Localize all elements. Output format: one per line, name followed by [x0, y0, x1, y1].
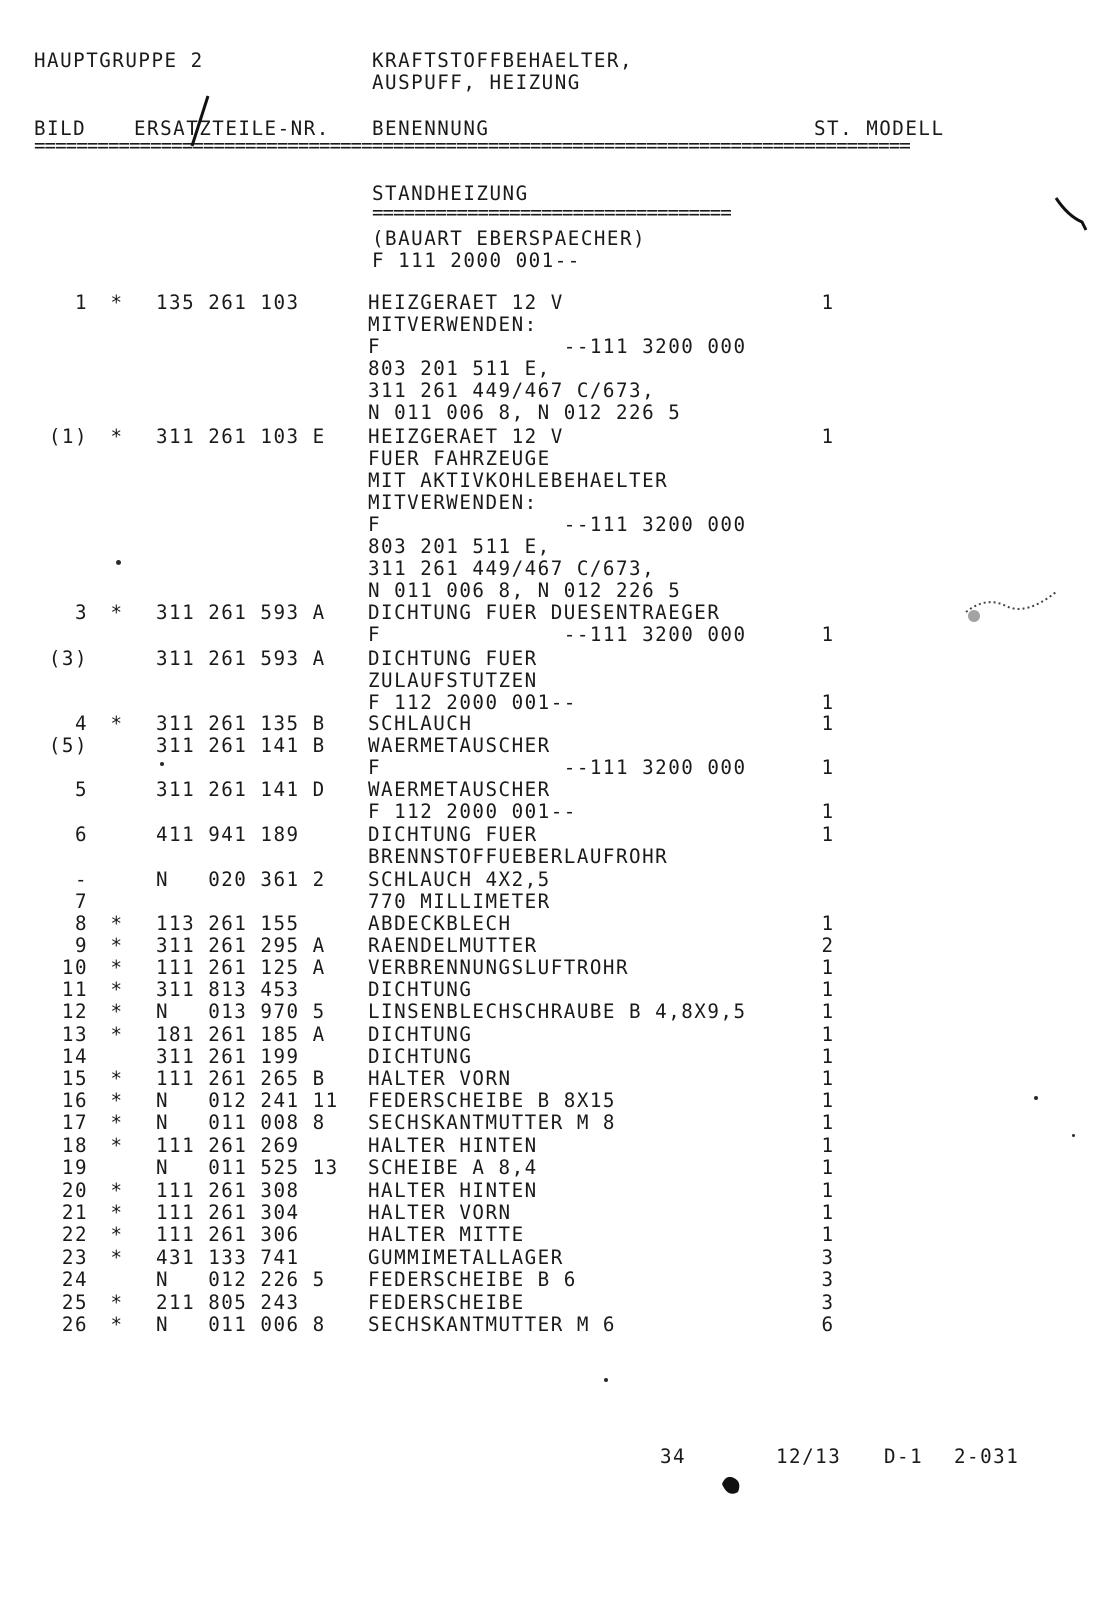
- item-marker: *: [110, 1246, 124, 1269]
- item-quantity: 1: [821, 1045, 835, 1068]
- item-marker: *: [110, 1313, 124, 1336]
- item-description-line: 803 201 511 E,: [368, 535, 551, 558]
- item-description-line: ABDECKBLECH: [368, 912, 512, 935]
- item-figure-ref: 14: [61, 1045, 88, 1068]
- item-description-line: HALTER VORN: [368, 1201, 512, 1224]
- item-quantity: 1: [821, 1134, 835, 1157]
- item-part-number: N 020 361 2: [156, 868, 326, 891]
- header-divider: ===================================================================================: [34, 140, 910, 152]
- item-marker: *: [110, 425, 124, 448]
- edge-mark: [1054, 196, 1094, 236]
- column-header-part-no: ERSATZTEILE-NR.: [134, 117, 330, 140]
- item-figure-ref: 8: [74, 912, 88, 935]
- item-quantity: 1: [821, 1067, 835, 1090]
- item-marker: *: [110, 934, 124, 957]
- item-figure-ref: 11: [61, 978, 88, 1001]
- item-quantity: 2: [821, 934, 835, 957]
- item-figure-ref: 21: [61, 1201, 88, 1224]
- item-figure-ref: 13: [61, 1023, 88, 1046]
- item-marker: *: [110, 1023, 124, 1046]
- item-figure-ref: (3): [48, 647, 88, 670]
- item-quantity: 1: [821, 1223, 835, 1246]
- footer-page: 34: [660, 1445, 687, 1468]
- ink-blot: [716, 1470, 746, 1500]
- speck: [1072, 1134, 1075, 1137]
- section-divider: ==================================: [372, 207, 731, 219]
- item-part-number: N 012 226 5: [156, 1268, 326, 1291]
- item-quantity: 1: [821, 956, 835, 979]
- column-header-qty-model: ST. MODELL: [814, 117, 945, 140]
- item-description-line: WAERMETAUSCHER: [368, 734, 551, 757]
- item-description-line: MITVERWENDEN:: [368, 313, 538, 336]
- item-figure-ref: 24: [61, 1268, 88, 1291]
- item-figure-ref: 26: [61, 1313, 88, 1336]
- column-header-bild: BILD: [34, 117, 87, 140]
- item-figure-ref: 18: [61, 1134, 88, 1157]
- item-description-line: F 112 2000 001--: [368, 800, 577, 823]
- item-part-number: 111 261 306: [156, 1223, 300, 1246]
- item-figure-ref: 6: [74, 823, 88, 846]
- item-part-number: 111 261 269: [156, 1134, 300, 1157]
- item-quantity: 1: [821, 712, 835, 735]
- item-marker: *: [110, 1201, 124, 1224]
- item-description-line: SECHSKANTMUTTER M 8: [368, 1111, 616, 1134]
- item-figure-ref: 7: [74, 890, 88, 913]
- item-quantity: 3: [821, 1291, 835, 1314]
- item-part-number: 311 261 141 D: [156, 778, 326, 801]
- item-quantity: 1: [821, 1089, 835, 1112]
- section-subtitle: (BAUART EBERSPAECHER): [372, 227, 647, 250]
- item-figure-ref: 17: [61, 1111, 88, 1134]
- item-part-number: 311 813 453: [156, 978, 300, 1001]
- item-part-number: 311 261 593 A: [156, 601, 326, 624]
- item-description-line: MITVERWENDEN:: [368, 491, 538, 514]
- item-quantity: 6: [821, 1313, 835, 1336]
- item-part-number: 111 261 308: [156, 1179, 300, 1202]
- item-quantity: 1: [821, 1000, 835, 1023]
- item-figure-ref: 23: [61, 1246, 88, 1269]
- item-part-number: 111 261 125 A: [156, 956, 326, 979]
- item-quantity: 1: [821, 800, 835, 823]
- item-marker: *: [110, 912, 124, 935]
- item-quantity: 1: [821, 756, 835, 779]
- item-part-number: 311 261 593 A: [156, 647, 326, 670]
- item-description-line: LINSENBLECHSCHRAUBE B 4,8X9,5: [368, 1000, 747, 1023]
- item-figure-ref: 22: [61, 1223, 88, 1246]
- item-description-line: VERBRENNUNGSLUFTROHR: [368, 956, 630, 979]
- speck: [604, 1378, 608, 1382]
- item-part-number: 311 261 103 E: [156, 425, 326, 448]
- item-figure-ref: 12: [61, 1000, 88, 1023]
- item-part-number: N 011 006 8: [156, 1313, 326, 1336]
- footer-code: D-1: [884, 1445, 924, 1468]
- item-description-line: FEDERSCHEIBE: [368, 1291, 525, 1314]
- item-description-line: SCHLAUCH: [368, 712, 473, 735]
- item-description-line: F --111 3200 000: [368, 756, 747, 779]
- item-description-line: WAERMETAUSCHER: [368, 778, 551, 801]
- item-marker: *: [110, 1067, 124, 1090]
- item-quantity: 3: [821, 1268, 835, 1291]
- item-description-line: RAENDELMUTTER: [368, 934, 538, 957]
- item-description-line: N 011 006 8, N 012 226 5: [368, 401, 682, 424]
- item-quantity: 1: [821, 691, 835, 714]
- item-figure-ref: (5): [48, 734, 88, 757]
- item-part-number: N 011 525 13: [156, 1156, 339, 1179]
- item-marker: *: [110, 956, 124, 979]
- item-quantity: 1: [821, 291, 835, 314]
- item-description-line: HEIZGERAET 12 V: [368, 425, 564, 448]
- item-part-number: 431 133 741: [156, 1246, 300, 1269]
- item-description-line: FEDERSCHEIBE B 8X15: [368, 1089, 616, 1112]
- item-description-line: ZULAUFSTUTZEN: [368, 669, 538, 692]
- item-marker: *: [110, 1291, 124, 1314]
- item-description-line: HALTER VORN: [368, 1067, 512, 1090]
- group-title-line-2: AUSPUFF, HEIZUNG: [372, 71, 581, 94]
- item-figure-ref: -: [74, 868, 88, 891]
- item-part-number: 111 261 265 B: [156, 1067, 326, 1090]
- item-marker: *: [110, 1134, 124, 1157]
- item-description-line: 770 MILLIMETER: [368, 890, 551, 913]
- item-description-line: DICHTUNG FUER DUESENTRAEGER: [368, 601, 721, 624]
- item-part-number: 311 261 135 B: [156, 712, 326, 735]
- item-description-line: F --111 3200 000: [368, 335, 747, 358]
- speck: [116, 560, 121, 565]
- item-marker: *: [110, 1179, 124, 1202]
- item-description-line: HALTER HINTEN: [368, 1179, 538, 1202]
- item-part-number: 111 261 304: [156, 1201, 300, 1224]
- item-figure-ref: 19: [61, 1156, 88, 1179]
- column-header-name: BENENNUNG: [372, 117, 490, 140]
- item-part-number: N 013 970 5: [156, 1000, 326, 1023]
- item-description-line: DICHTUNG: [368, 1045, 473, 1068]
- item-description-line: 803 201 511 E,: [368, 357, 551, 380]
- item-description-line: N 011 006 8, N 012 226 5: [368, 579, 682, 602]
- item-description-line: HEIZGERAET 12 V: [368, 291, 564, 314]
- item-description-line: BRENNSTOFFUEBERLAUFROHR: [368, 845, 669, 868]
- item-quantity: 1: [821, 1201, 835, 1224]
- item-marker: *: [110, 712, 124, 735]
- item-description-line: DICHTUNG FUER: [368, 823, 538, 846]
- item-figure-ref: 16: [61, 1089, 88, 1112]
- item-marker: *: [110, 601, 124, 624]
- item-part-number: 311 261 199: [156, 1045, 300, 1068]
- footer-date: 12/13: [776, 1445, 842, 1468]
- item-quantity: 1: [821, 978, 835, 1001]
- item-figure-ref: 25: [61, 1291, 88, 1314]
- item-figure-ref: 1: [74, 291, 88, 314]
- item-figure-ref: 3: [74, 601, 88, 624]
- item-figure-ref: 9: [74, 934, 88, 957]
- item-quantity: 1: [821, 1023, 835, 1046]
- item-marker: *: [110, 1111, 124, 1134]
- speck: [1034, 1096, 1038, 1100]
- item-description-line: F --111 3200 000: [368, 513, 747, 536]
- item-quantity: 3: [821, 1246, 835, 1269]
- item-description-line: F --111 3200 000: [368, 623, 747, 646]
- item-figure-ref: 4: [74, 712, 88, 735]
- item-description-line: SECHSKANTMUTTER M 6: [368, 1313, 616, 1336]
- item-quantity: 1: [821, 1156, 835, 1179]
- item-description-line: GUMMIMETALLAGER: [368, 1246, 564, 1269]
- item-description-line: DICHTUNG: [368, 978, 473, 1001]
- item-part-number: N 011 008 8: [156, 1111, 326, 1134]
- item-description-line: FEDERSCHEIBE B 6: [368, 1268, 577, 1291]
- smudge-mark: [956, 576, 1086, 636]
- item-part-number: 211 805 243: [156, 1291, 300, 1314]
- item-quantity: 1: [821, 1179, 835, 1202]
- item-part-number: 411 941 189: [156, 823, 300, 846]
- item-quantity: 1: [821, 425, 835, 448]
- item-description-line: 311 261 449/467 C/673,: [368, 557, 656, 580]
- item-description-line: HALTER MITTE: [368, 1223, 525, 1246]
- item-description-line: DICHTUNG: [368, 1023, 473, 1046]
- item-part-number: 311 261 141 B: [156, 734, 326, 757]
- item-quantity: 1: [821, 912, 835, 935]
- footer-ref: 2-031: [954, 1445, 1020, 1468]
- item-description-line: HALTER HINTEN: [368, 1134, 538, 1157]
- item-marker: *: [110, 978, 124, 1001]
- item-description-line: SCHEIBE A 8,4: [368, 1156, 538, 1179]
- item-part-number: 311 261 295 A: [156, 934, 326, 957]
- item-part-number: 135 261 103: [156, 291, 300, 314]
- item-marker: *: [110, 1223, 124, 1246]
- group-heading: HAUPTGRUPPE 2: [34, 49, 204, 72]
- item-description-line: SCHLAUCH 4X2,5: [368, 868, 551, 891]
- item-figure-ref: 15: [61, 1067, 88, 1090]
- item-quantity: 1: [821, 823, 835, 846]
- item-marker: *: [110, 1089, 124, 1112]
- item-marker: *: [110, 291, 124, 314]
- item-quantity: 1: [821, 1111, 835, 1134]
- group-title-line-1: KRAFTSTOFFBEHAELTER,: [372, 49, 634, 72]
- item-part-number: 113 261 155: [156, 912, 300, 935]
- speck: [160, 762, 164, 766]
- item-figure-ref: 20: [61, 1179, 88, 1202]
- item-description-line: FUER FAHRZEUGE: [368, 447, 551, 470]
- item-figure-ref: 5: [74, 778, 88, 801]
- item-description-line: 311 261 449/467 C/673,: [368, 379, 656, 402]
- pen-stroke-mark: [186, 92, 216, 152]
- section-range: F 111 2000 001--: [372, 249, 581, 272]
- item-figure-ref: 10: [61, 956, 88, 979]
- item-description-line: MIT AKTIVKOHLEBEHAELTER: [368, 469, 669, 492]
- item-description-line: DICHTUNG FUER: [368, 647, 538, 670]
- item-marker: *: [110, 1000, 124, 1023]
- item-description-line: F 112 2000 001--: [368, 691, 577, 714]
- item-figure-ref: (1): [48, 425, 88, 448]
- item-quantity: 1: [821, 623, 835, 646]
- item-part-number: N 012 241 11: [156, 1089, 339, 1112]
- section-title: STANDHEIZUNG: [372, 182, 529, 205]
- item-part-number: 181 261 185 A: [156, 1023, 326, 1046]
